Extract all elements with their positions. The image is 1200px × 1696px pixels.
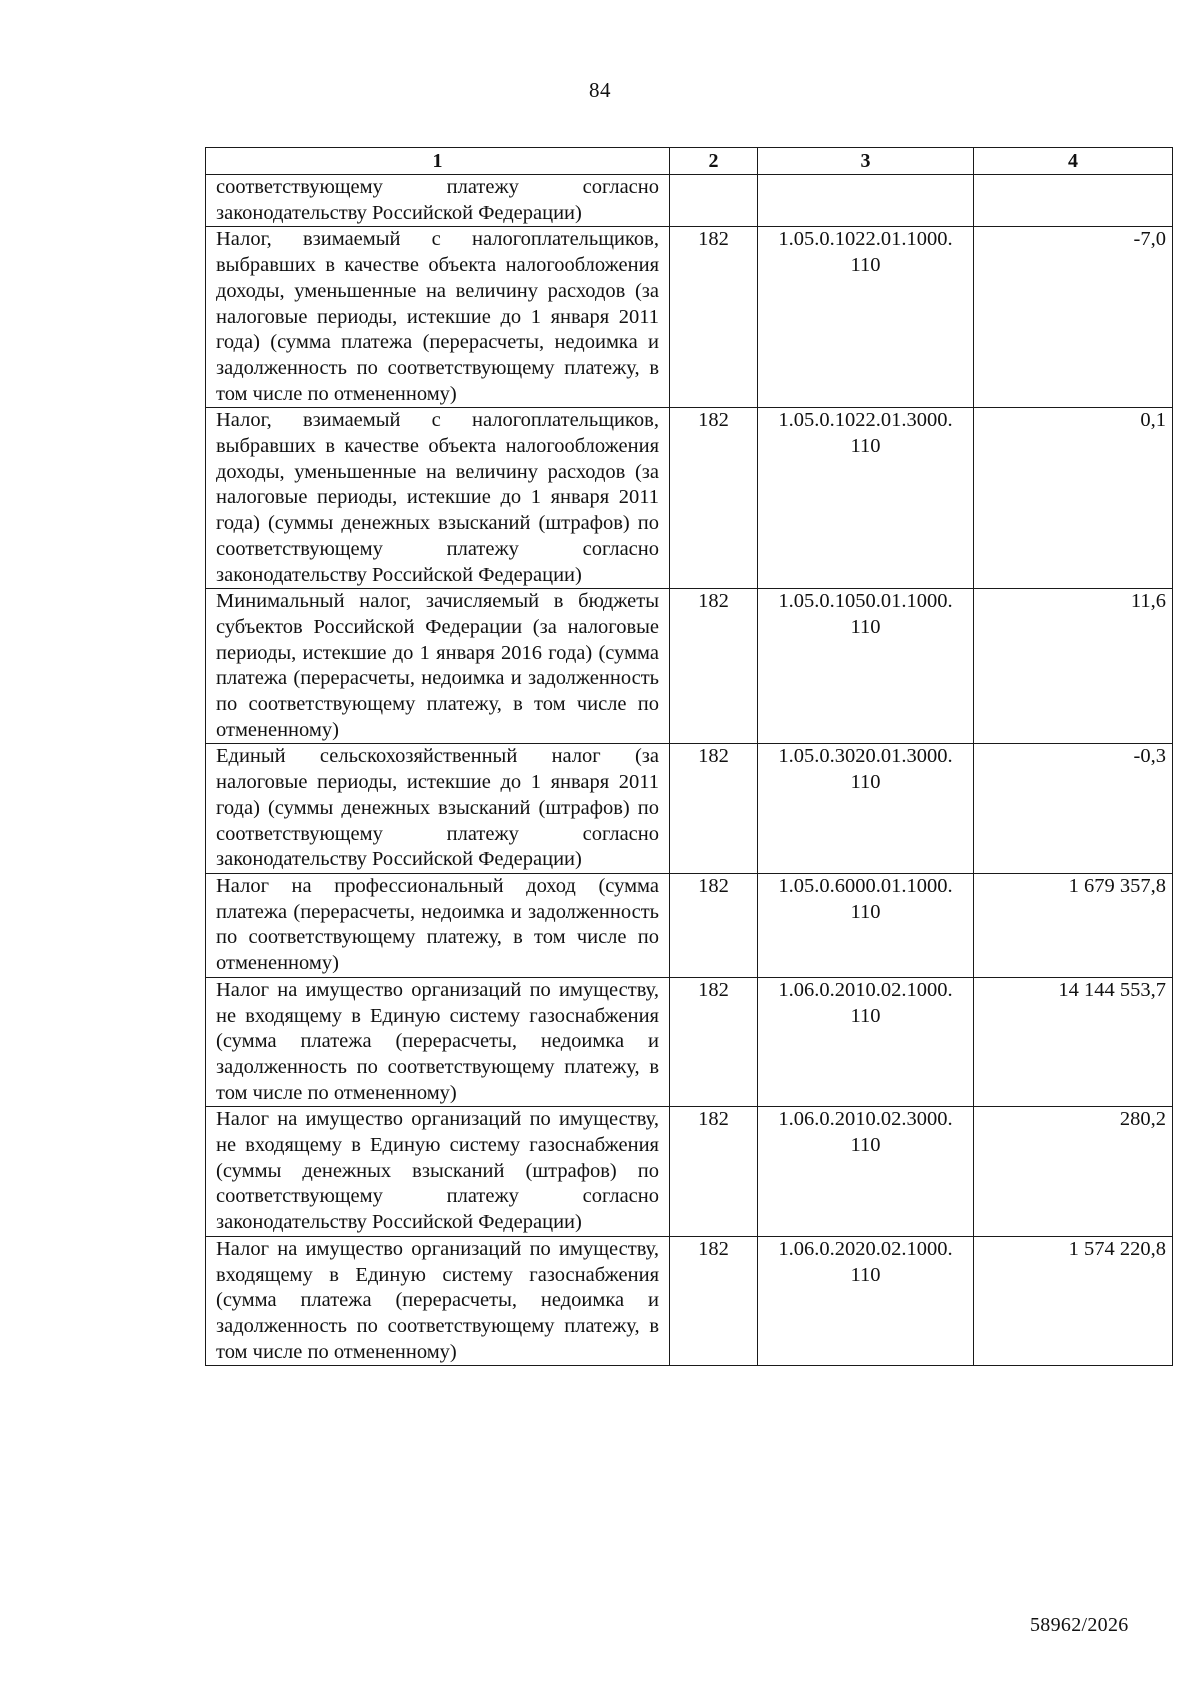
- row-amount: 1 679 357,8: [974, 873, 1173, 977]
- row-description: Налог на имущество организаций по имуществу, не входящему в Единую систему газоснабжения (суммы денежных взысканий (штрафов) по соответствующему платежу согласно законодательству Российской Федерации): [206, 1107, 670, 1237]
- row-admin-code: 182: [670, 977, 758, 1107]
- row-kbk-code: 1.06.0.2020.02.1000. 110: [758, 1236, 974, 1366]
- table-header-row: [206, 148, 1173, 175]
- table-row: [206, 1107, 1173, 1237]
- row-kbk-code: 1.06.0.2010.02.3000. 110: [758, 1107, 974, 1237]
- row-kbk-code: [758, 175, 974, 227]
- table-row: [206, 589, 1173, 744]
- row-kbk-code: 1.05.0.6000.01.1000. 110: [758, 873, 974, 977]
- row-kbk-code: 1.05.0.3020.01.3000. 110: [758, 744, 974, 874]
- document-registration-number: 58962/2026: [1030, 1614, 1129, 1636]
- row-amount: 0,1: [974, 408, 1173, 589]
- row-description: Налог, взимаемый с налогоплательщиков, выбравших в качестве объекта налогообложения доходы, уменьшенные на величину расходов (за налоговые периоды, истекшие до 1 января 2011 года) (суммы денежных взысканий (штрафов) по соответствующему платежу согласно законодательству Российской Федерации): [206, 408, 670, 589]
- column-header-1: 1: [206, 148, 670, 175]
- row-kbk-code: 1.05.0.1022.01.3000. 110: [758, 408, 974, 589]
- row-admin-code: 182: [670, 227, 758, 408]
- row-amount: -7,0: [974, 227, 1173, 408]
- row-admin-code: [670, 175, 758, 227]
- row-admin-code: 182: [670, 1236, 758, 1366]
- row-admin-code: 182: [670, 744, 758, 874]
- row-admin-code: 182: [670, 1107, 758, 1237]
- revenue-table: [205, 147, 1173, 1366]
- column-header-4: 4: [974, 148, 1173, 175]
- row-amount: 11,6: [974, 589, 1173, 744]
- row-description: Налог, взимаемый с налогоплательщиков, выбравших в качестве объекта налогообложения доходы, уменьшенные на величину расходов (за налоговые периоды, истекшие до 1 января 2011 года) (сумма платежа (перерасчеты, недоимка и задолженность по соответствующему платежу, в том числе по отмененному): [206, 227, 670, 408]
- table-row: [206, 744, 1173, 874]
- row-amount: 14 144 553,7: [974, 977, 1173, 1107]
- row-description: Минимальный налог, зачисляемый в бюджеты субъектов Российской Федерации (за налоговые периоды, истекшие до 1 января 2016 года) (сумма платежа (перерасчеты, недоимка и задолженность по соответствующему платежу, в том числе по отмененному): [206, 589, 670, 744]
- table-row: [206, 175, 1173, 227]
- row-amount: 280,2: [974, 1107, 1173, 1237]
- row-description: соответствующему платежу согласно законодательству Российской Федерации): [206, 175, 670, 227]
- row-description: Единый сельскохозяйственный налог (за налоговые периоды, истекшие до 1 января 2011 года) (суммы денежных взысканий (штрафов) по соответствующему платежу согласно законодательству Российской Федерации): [206, 744, 670, 874]
- table-row: [206, 977, 1173, 1107]
- row-description: Налог на имущество организаций по имуществу, входящему в Единую систему газоснабжения (сумма платежа (перерасчеты, недоимка и задолженность по соответствующему платежу, в том числе по отмененному): [206, 1236, 670, 1366]
- row-admin-code: 182: [670, 873, 758, 977]
- row-description: Налог на имущество организаций по имуществу, не входящему в Единую систему газоснабжения (сумма платежа (перерасчеты, недоимка и задолженность по соответствующему платежу, в том числе по отмененному): [206, 977, 670, 1107]
- column-header-2: 2: [670, 148, 758, 175]
- row-admin-code: 182: [670, 589, 758, 744]
- row-kbk-code: 1.05.0.1050.01.1000. 110: [758, 589, 974, 744]
- table-row: [206, 873, 1173, 977]
- row-description: Налог на профессиональный доход (сумма платежа (перерасчеты, недоимка и задолженность по соответствующему платежу, в том числе по отмененному): [206, 873, 670, 977]
- row-admin-code: 182: [670, 408, 758, 589]
- row-amount: [974, 175, 1173, 227]
- table-row: [206, 1236, 1173, 1366]
- row-kbk-code: 1.05.0.1022.01.1000. 110: [758, 227, 974, 408]
- row-amount: 1 574 220,8: [974, 1236, 1173, 1366]
- column-header-3: 3: [758, 148, 974, 175]
- table-row: [206, 408, 1173, 589]
- table-row: [206, 227, 1173, 408]
- page-number: 84: [589, 78, 611, 102]
- row-amount: -0,3: [974, 744, 1173, 874]
- row-kbk-code: 1.06.0.2010.02.1000. 110: [758, 977, 974, 1107]
